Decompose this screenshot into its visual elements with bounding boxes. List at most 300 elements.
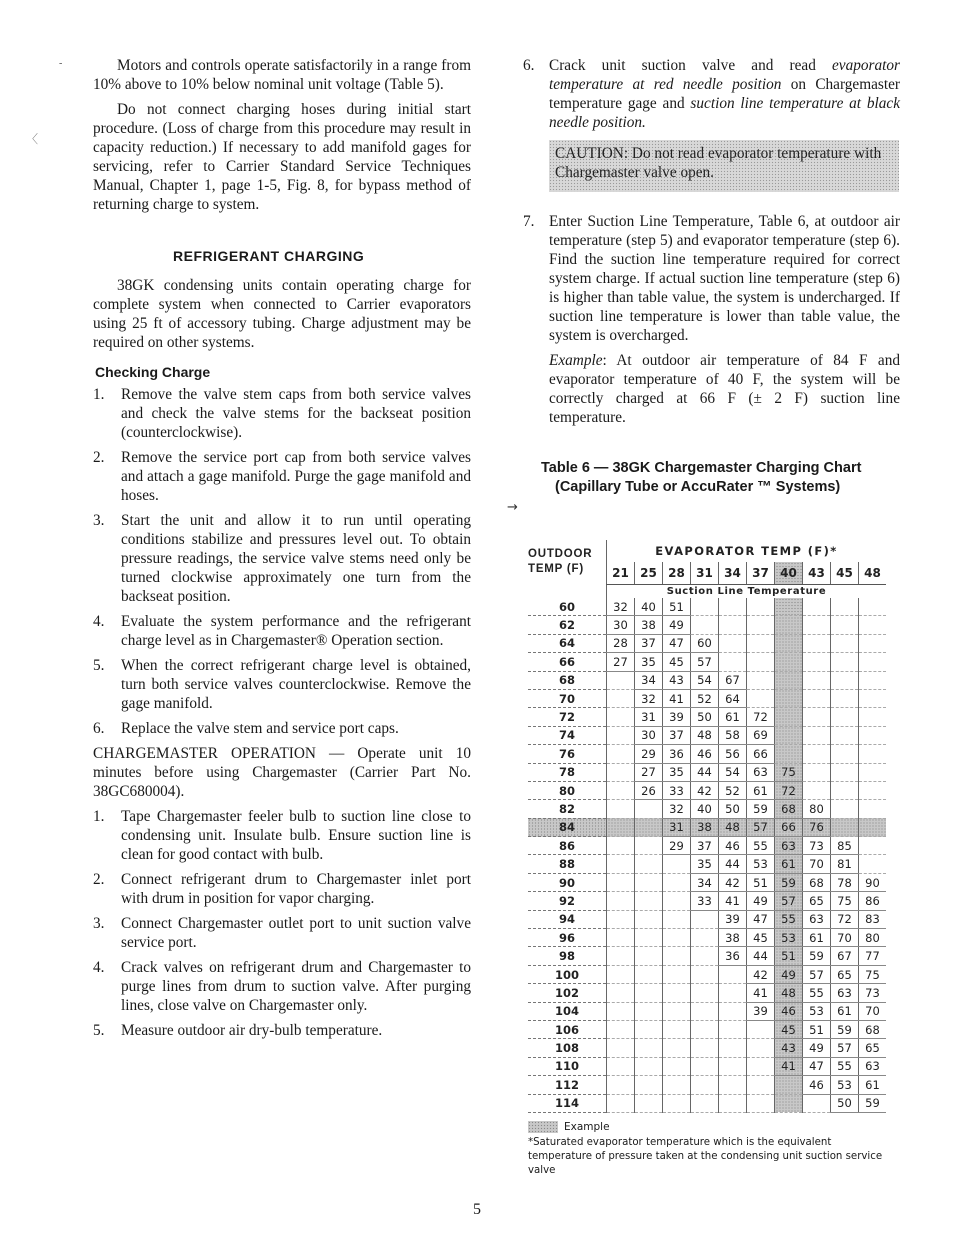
suction-temp-cell: 63 <box>859 1057 887 1075</box>
suction-temp-cell <box>831 781 859 799</box>
suction-temp-cell: 37 <box>691 837 719 855</box>
suction-temp-cell: 55 <box>775 910 803 928</box>
suction-temp-cell <box>803 1094 831 1112</box>
suction-temp-cell <box>775 708 803 726</box>
suction-temp-cell: 75 <box>859 965 887 983</box>
intro-paragraph: Motors and controls operate satisfactorily in a range from 10% above to 10% below nominal unit voltage (Table 5). <box>93 57 471 93</box>
suction-temp-cell: 63 <box>775 837 803 855</box>
evap-temp-header: 45 <box>831 562 859 585</box>
list-item: 7. Enter Suction Line Temperature, Table 6, at outdoor air temperature (step 5) and evaporator temperature (step 6). Find the suction line temperature required for correct system charge. If actual suction line temperature (step 6) is higher than table value, the system is undercharged. If suction line temperature is lower than table value, the system is overcharged. <box>523 213 900 344</box>
charging-chart <box>528 540 903 1178</box>
suction-temp-cell <box>803 708 831 726</box>
suction-temp-cell: 41 <box>719 892 747 910</box>
suction-temp-cell <box>747 689 775 707</box>
suction-temp-cell: 41 <box>663 689 691 707</box>
suction-temp-cell <box>607 1057 635 1075</box>
suction-temp-cell <box>831 818 859 836</box>
table-row <box>528 689 886 707</box>
suction-temp-cell: 40 <box>691 800 719 818</box>
suction-temp-cell: 59 <box>803 947 831 965</box>
suction-temp-cell: 37 <box>663 726 691 744</box>
suction-temp-cell: 55 <box>831 1057 859 1075</box>
arrow-icon: → <box>507 500 518 515</box>
suction-temp-cell: 50 <box>719 800 747 818</box>
suction-temp-cell <box>803 763 831 781</box>
table-row <box>528 837 886 855</box>
page-number: 5 <box>473 1201 481 1218</box>
suction-temp-cell <box>663 1020 691 1038</box>
suction-temp-cell <box>691 1094 719 1112</box>
suction-temp-cell: 86 <box>859 892 887 910</box>
suction-temp-cell <box>663 1094 691 1112</box>
suction-temp-cell: 48 <box>775 984 803 1002</box>
legend-label: Example <box>564 1120 610 1133</box>
subheading: Checking Charge <box>95 364 211 380</box>
suction-temp-cell <box>831 598 859 616</box>
suction-temp-cell: 72 <box>831 910 859 928</box>
suction-temp-cell <box>747 653 775 671</box>
suction-temp-cell: 66 <box>775 818 803 836</box>
suction-temp-cell: 32 <box>635 689 663 707</box>
suction-temp-cell: 53 <box>831 1076 859 1094</box>
suction-temp-cell <box>803 671 831 689</box>
table-row <box>528 634 886 652</box>
suction-temp-cell <box>831 745 859 763</box>
suction-temp-cell: 64 <box>719 689 747 707</box>
suction-temp-cell <box>747 1020 775 1038</box>
suction-temp-cell: 60 <box>691 634 719 652</box>
suction-temp-cell <box>635 1039 663 1057</box>
suction-temp-cell <box>635 855 663 873</box>
suction-temp-cell <box>747 634 775 652</box>
suction-temp-cell: 45 <box>663 653 691 671</box>
list-item: 5. When the correct refrigerant charge level is obtained, turn both service valves counterclockwise. Remove the gage manifold. <box>93 657 471 712</box>
section-heading: REFRIGERANT CHARGING <box>173 248 365 264</box>
evap-temp-header: 31 <box>691 562 719 585</box>
suction-temp-cell <box>663 910 691 928</box>
suction-temp-cell: 59 <box>747 800 775 818</box>
table-row <box>528 763 886 781</box>
suction-temp-cell <box>691 1039 719 1057</box>
suction-temp-cell <box>719 1076 747 1094</box>
suction-temp-cell: 44 <box>691 763 719 781</box>
outdoor-temp-cell: 82 <box>528 800 607 818</box>
suction-temp-cell: 67 <box>831 947 859 965</box>
suction-temp-cell <box>663 965 691 983</box>
suction-temp-cell: 44 <box>719 855 747 873</box>
suction-temp-cell: 65 <box>859 1039 887 1057</box>
suction-temp-cell: 83 <box>859 910 887 928</box>
suction-temp-cell: 52 <box>719 781 747 799</box>
outdoor-temp-cell: 104 <box>528 1002 607 1020</box>
list-item: 6. Replace the valve stem and service port caps. <box>93 720 399 737</box>
suction-temp-cell <box>775 726 803 744</box>
suction-temp-cell <box>775 745 803 763</box>
suction-temp-cell: 49 <box>663 616 691 634</box>
outdoor-temp-cell: 74 <box>528 726 607 744</box>
list-item: 6. Crack unit suction valve and read evaporator temperature at red needle position on Chargemaster temperature gage and suction line temperature at black needle position. <box>523 57 900 131</box>
suction-temp-cell: 59 <box>775 873 803 891</box>
evap-temp-header: 34 <box>719 562 747 585</box>
suction-temp-cell <box>831 671 859 689</box>
suction-temp-cell: 37 <box>635 634 663 652</box>
suction-temp-cell: 70 <box>859 1002 887 1020</box>
suction-temp-cell: 75 <box>831 892 859 910</box>
suction-temp-cell <box>747 616 775 634</box>
table-row <box>528 800 886 818</box>
suction-temp-cell <box>607 855 635 873</box>
suction-temp-cell: 34 <box>635 671 663 689</box>
suction-temp-cell: 68 <box>775 800 803 818</box>
suction-temp-cell <box>719 616 747 634</box>
suction-temp-cell: 51 <box>803 1020 831 1038</box>
suction-temp-cell <box>831 653 859 671</box>
list-item: 4. Crack valves on refrigerant drum and Chargemaster to purge lines from drum to suction valve. After purging lines, close valve on Chargemaster only. <box>93 959 471 1014</box>
suction-temp-cell <box>775 634 803 652</box>
suction-temp-cell <box>775 653 803 671</box>
suction-temp-cell <box>803 781 831 799</box>
suction-temp-cell: 35 <box>635 653 663 671</box>
suction-temp-cell: 81 <box>831 855 859 873</box>
suction-temp-cell <box>719 1039 747 1057</box>
evap-temp-header: 37 <box>747 562 775 585</box>
suction-temp-cell <box>831 616 859 634</box>
suction-temp-cell: 36 <box>719 947 747 965</box>
suction-temp-cell: 61 <box>719 708 747 726</box>
suction-temp-cell <box>859 653 887 671</box>
suction-temp-cell: 63 <box>747 763 775 781</box>
table-row <box>528 1057 886 1075</box>
suction-temp-cell <box>635 892 663 910</box>
suction-temp-cell: 47 <box>663 634 691 652</box>
suction-temp-cell <box>691 984 719 1002</box>
suction-temp-cell: 26 <box>635 781 663 799</box>
suction-temp-cell: 30 <box>607 616 635 634</box>
suction-temp-cell: 69 <box>747 726 775 744</box>
suction-temp-cell <box>635 947 663 965</box>
evap-temp-header: 43 <box>803 562 831 585</box>
table-row <box>528 726 886 744</box>
suction-temp-cell <box>635 1094 663 1112</box>
list-item: 1. Remove the valve stem caps from both service valves and check the valve stems for the backseat position (counterclockwise). <box>93 386 471 441</box>
table-row <box>528 616 886 634</box>
outdoor-temp-cell: 66 <box>528 653 607 671</box>
header-row <box>528 540 886 562</box>
suction-temp-cell: 76 <box>803 818 831 836</box>
suction-temp-cell <box>831 763 859 781</box>
suction-temp-cell <box>691 929 719 947</box>
suction-temp-cell <box>747 598 775 616</box>
suction-temp-cell <box>635 965 663 983</box>
outdoor-temp-cell: 94 <box>528 910 607 928</box>
suction-temp-cell: 38 <box>691 818 719 836</box>
evaporator-temp-header: EVAPORATOR TEMP (F)* <box>607 540 887 562</box>
suction-temp-cell <box>663 1002 691 1020</box>
table-row <box>528 929 886 947</box>
suction-temp-cell <box>859 818 887 836</box>
suction-temp-cell <box>691 1020 719 1038</box>
suction-temp-cell <box>719 965 747 983</box>
evap-temp-header: 21 <box>607 562 635 585</box>
suction-temp-cell: 40 <box>635 598 663 616</box>
suction-temp-cell <box>691 616 719 634</box>
suction-temp-cell <box>859 708 887 726</box>
suction-temp-cell: 31 <box>663 818 691 836</box>
suction-temp-cell: 73 <box>859 984 887 1002</box>
suction-temp-cell <box>607 763 635 781</box>
table-row <box>528 1094 886 1112</box>
table-row <box>528 708 886 726</box>
suction-temp-cell <box>635 1076 663 1094</box>
suction-temp-cell: 49 <box>775 965 803 983</box>
suction-temp-cell <box>607 837 635 855</box>
suction-temp-cell: 50 <box>831 1094 859 1112</box>
suction-temp-cell: 46 <box>775 1002 803 1020</box>
outdoor-temp-cell: 78 <box>528 763 607 781</box>
suction-temp-cell: 72 <box>775 781 803 799</box>
list-item: 3. Start the unit and allow it to run until operating conditions stabilize and pressures level out. To obtain pressure readings, the service valve stems need only be turned clockwise approximately one turn from the backseat position. <box>93 512 471 605</box>
suction-temp-cell: 70 <box>803 855 831 873</box>
suction-temp-cell: 42 <box>691 781 719 799</box>
table-row <box>528 965 886 983</box>
suction-temp-cell <box>635 910 663 928</box>
outdoor-temp-cell: 72 <box>528 708 607 726</box>
suction-temp-cell <box>859 855 887 873</box>
outdoor-temp-cell: 92 <box>528 892 607 910</box>
suction-temp-cell <box>859 689 887 707</box>
suction-temp-cell: 41 <box>775 1057 803 1075</box>
suction-temp-cell <box>607 781 635 799</box>
list-item: 2. Connect refrigerant drum to Chargemaster inlet port with drum in position for vapor charging. <box>93 871 471 907</box>
table-title: Table 6 — 38GK Chargemaster Charging Chart (Capillary Tube or AccuRater ™ Systems) <box>541 460 862 495</box>
outdoor-temp-cell: 62 <box>528 616 607 634</box>
suction-temp-cell: 63 <box>831 984 859 1002</box>
suction-temp-cell <box>775 616 803 634</box>
suction-temp-cell: 29 <box>663 837 691 855</box>
suction-temp-cell <box>691 910 719 928</box>
evap-temp-header: 28 <box>663 562 691 585</box>
outdoor-temp-cell: 60 <box>528 598 607 616</box>
suction-temp-cell: 42 <box>747 965 775 983</box>
suction-temp-cell: 78 <box>831 873 859 891</box>
suction-temp-cell: 33 <box>691 892 719 910</box>
table-row <box>528 671 886 689</box>
suction-temp-cell: 51 <box>747 873 775 891</box>
suction-temp-cell <box>607 965 635 983</box>
suction-temp-cell: 50 <box>691 708 719 726</box>
chargemaster-steps <box>93 807 471 1040</box>
suction-temp-cell: 38 <box>635 616 663 634</box>
suction-temp-cell <box>607 873 635 891</box>
suction-temp-cell: 65 <box>803 892 831 910</box>
suction-temp-cell: 59 <box>831 1020 859 1038</box>
suction-temp-cell <box>607 892 635 910</box>
header-row <box>528 585 886 599</box>
evap-temp-header: 40 <box>775 562 803 585</box>
suction-temp-cell <box>635 1057 663 1075</box>
spacer-cell <box>528 585 607 599</box>
suction-temp-cell <box>859 837 887 855</box>
suction-temp-cell: 61 <box>859 1076 887 1094</box>
list-item: 4. Evaluate the system performance and the refrigerant charge level as in Chargemaster® Operation section. <box>93 613 471 649</box>
suction-temp-cell: 27 <box>607 653 635 671</box>
suction-temp-cell <box>607 689 635 707</box>
example-paragraph: Example: At outdoor air temperature of 84 F and evaporator temperature of 40 F, the system will be correctly charged at 66 F (± 2 F) suction line temperature. <box>549 352 900 426</box>
suction-temp-cell <box>607 1076 635 1094</box>
table-row <box>528 818 886 836</box>
suction-temp-cell: 34 <box>691 873 719 891</box>
table-row <box>528 598 886 616</box>
suction-temp-cell: 61 <box>775 855 803 873</box>
suction-temp-cell: 35 <box>691 855 719 873</box>
suction-temp-cell: 36 <box>663 745 691 763</box>
table-row <box>528 892 886 910</box>
suction-temp-cell <box>719 1002 747 1020</box>
suction-temp-cell: 61 <box>803 929 831 947</box>
suction-temp-cell <box>691 598 719 616</box>
suction-temp-cell <box>663 1039 691 1057</box>
suction-temp-cell <box>747 1039 775 1057</box>
table-row <box>528 873 886 891</box>
list-item: 2. Remove the service port cap from both service valves and attach a gage manifold. Purge the gage manifold and hoses. <box>93 449 471 504</box>
outdoor-temp-cell: 68 <box>528 671 607 689</box>
suction-temp-cell <box>635 984 663 1002</box>
suction-temp-cell <box>663 873 691 891</box>
suction-temp-cell: 49 <box>803 1039 831 1057</box>
suction-temp-cell <box>719 598 747 616</box>
suction-temp-cell: 75 <box>775 763 803 781</box>
suction-temp-cell: 33 <box>663 781 691 799</box>
suction-temp-cell <box>859 763 887 781</box>
suction-temp-cell: 51 <box>775 947 803 965</box>
suction-temp-cell: 31 <box>635 708 663 726</box>
suction-temp-cell <box>831 800 859 818</box>
suction-temp-cell <box>607 671 635 689</box>
suction-temp-cell <box>635 1020 663 1038</box>
suction-temp-cell: 45 <box>747 929 775 947</box>
outdoor-temp-cell: 110 <box>528 1057 607 1075</box>
table-row <box>528 1039 886 1057</box>
suction-temp-cell <box>607 1002 635 1020</box>
suction-temp-cell: 39 <box>719 910 747 928</box>
suction-temp-cell: 77 <box>859 947 887 965</box>
suction-temp-cell <box>859 726 887 744</box>
suction-temp-cell: 47 <box>803 1057 831 1075</box>
suction-temp-cell <box>635 873 663 891</box>
suction-temp-cell: 54 <box>691 671 719 689</box>
suction-temp-cell: 58 <box>719 726 747 744</box>
suction-temp-cell: 51 <box>663 598 691 616</box>
suction-temp-cell <box>775 671 803 689</box>
suction-temp-cell: 43 <box>663 671 691 689</box>
suction-temp-cell <box>663 984 691 1002</box>
suction-temp-cell: 53 <box>803 1002 831 1020</box>
suction-temp-cell: 63 <box>803 910 831 928</box>
suction-temp-cell <box>859 634 887 652</box>
suction-temp-cell <box>859 616 887 634</box>
list-item: 1. Tape Chargemaster feeler bulb to suction line close to condensing unit. Insulate bulb. Ensure suction line is clean for good contact with bulb. <box>93 808 471 863</box>
suction-temp-cell: 54 <box>719 763 747 781</box>
outdoor-temp-cell: 106 <box>528 1020 607 1038</box>
suction-temp-cell <box>607 1039 635 1057</box>
suction-temp-cell <box>607 929 635 947</box>
caution-box: CAUTION: Do not read evaporator temperature with Chargemaster valve open. <box>549 140 899 192</box>
suction-temp-cell: 49 <box>747 892 775 910</box>
suction-temp-cell <box>607 947 635 965</box>
suction-temp-cell: 47 <box>747 910 775 928</box>
suction-temp-cell: 56 <box>719 745 747 763</box>
chart-footnote: *Saturated evaporator temperature which is the equivalent temperature of pressure taken at the condensing unit suction service valve <box>528 1136 883 1176</box>
suction-temp-cell: 46 <box>719 837 747 855</box>
outdoor-temp-header: OUTDOOR TEMP (F) <box>528 548 593 576</box>
suction-temp-cell <box>663 855 691 873</box>
suction-temp-cell: 68 <box>859 1020 887 1038</box>
outdoor-temp-cell: 76 <box>528 745 607 763</box>
evap-temp-header: 25 <box>635 562 663 585</box>
suction-temp-cell: 55 <box>803 984 831 1002</box>
suction-temp-cell <box>859 781 887 799</box>
table-row <box>528 855 886 873</box>
suction-temp-cell: 53 <box>747 855 775 873</box>
suction-temp-cell: 53 <box>775 929 803 947</box>
suction-temp-cell <box>607 984 635 1002</box>
suction-temp-cell <box>719 634 747 652</box>
outdoor-temp-cell: 84 <box>528 818 607 836</box>
suction-temp-cell <box>803 689 831 707</box>
suction-temp-cell <box>663 929 691 947</box>
table-row <box>528 781 886 799</box>
suction-temp-cell <box>775 1094 803 1112</box>
suction-temp-cell: 61 <box>831 1002 859 1020</box>
suction-temp-cell <box>663 1076 691 1094</box>
chargemaster-paragraph: CHARGEMASTER OPERATION — Operate unit 10 minutes before using Chargemaster (Carrier Part No. 38GC680004). <box>93 745 471 800</box>
suction-temp-cell: 90 <box>859 873 887 891</box>
suction-temp-cell <box>691 1002 719 1020</box>
suction-temp-cell <box>663 947 691 965</box>
intro-paragraph: Do not connect charging hoses during initial start procedure. (Loss of charge from this procedure may result in capacity reduction.) If necessary to add manifold gages for servicing, refer to Carrier Standard Service Techniques Manual, Chapter 1, page 1-5, Fig. 8, for bypass method of returning charge to system. <box>93 101 471 213</box>
suction-temp-cell: 46 <box>691 745 719 763</box>
suction-temp-cell <box>803 616 831 634</box>
table-row <box>528 910 886 928</box>
suction-temp-cell <box>859 671 887 689</box>
suction-line-header: Suction Line Temperature <box>607 585 887 599</box>
suction-temp-cell: 57 <box>803 965 831 983</box>
suction-temp-cell <box>719 1020 747 1038</box>
suction-temp-cell <box>747 1094 775 1112</box>
suction-temp-cell <box>607 1020 635 1038</box>
suction-temp-cell <box>803 653 831 671</box>
suction-temp-cell <box>691 1076 719 1094</box>
suction-temp-cell <box>719 984 747 1002</box>
suction-temp-cell: 70 <box>831 929 859 947</box>
list-item: 3. Connect Chargemaster outlet port to unit suction valve service port. <box>93 915 471 951</box>
suction-temp-cell: 52 <box>691 689 719 707</box>
outdoor-temp-cell: 108 <box>528 1039 607 1057</box>
suction-temp-cell: 85 <box>831 837 859 855</box>
outdoor-temp-cell: 86 <box>528 837 607 855</box>
outdoor-temp-cell: 88 <box>528 855 607 873</box>
suction-temp-cell <box>775 598 803 616</box>
outdoor-temp-cell: 64 <box>528 634 607 652</box>
suction-temp-cell: 80 <box>859 929 887 947</box>
table-row <box>528 1020 886 1038</box>
evap-temp-header: 48 <box>859 562 887 585</box>
suction-temp-cell: 66 <box>747 745 775 763</box>
left-column <box>93 56 471 1046</box>
suction-temp-cell: 30 <box>635 726 663 744</box>
suction-temp-cell: 32 <box>607 598 635 616</box>
suction-temp-cell: 28 <box>607 634 635 652</box>
